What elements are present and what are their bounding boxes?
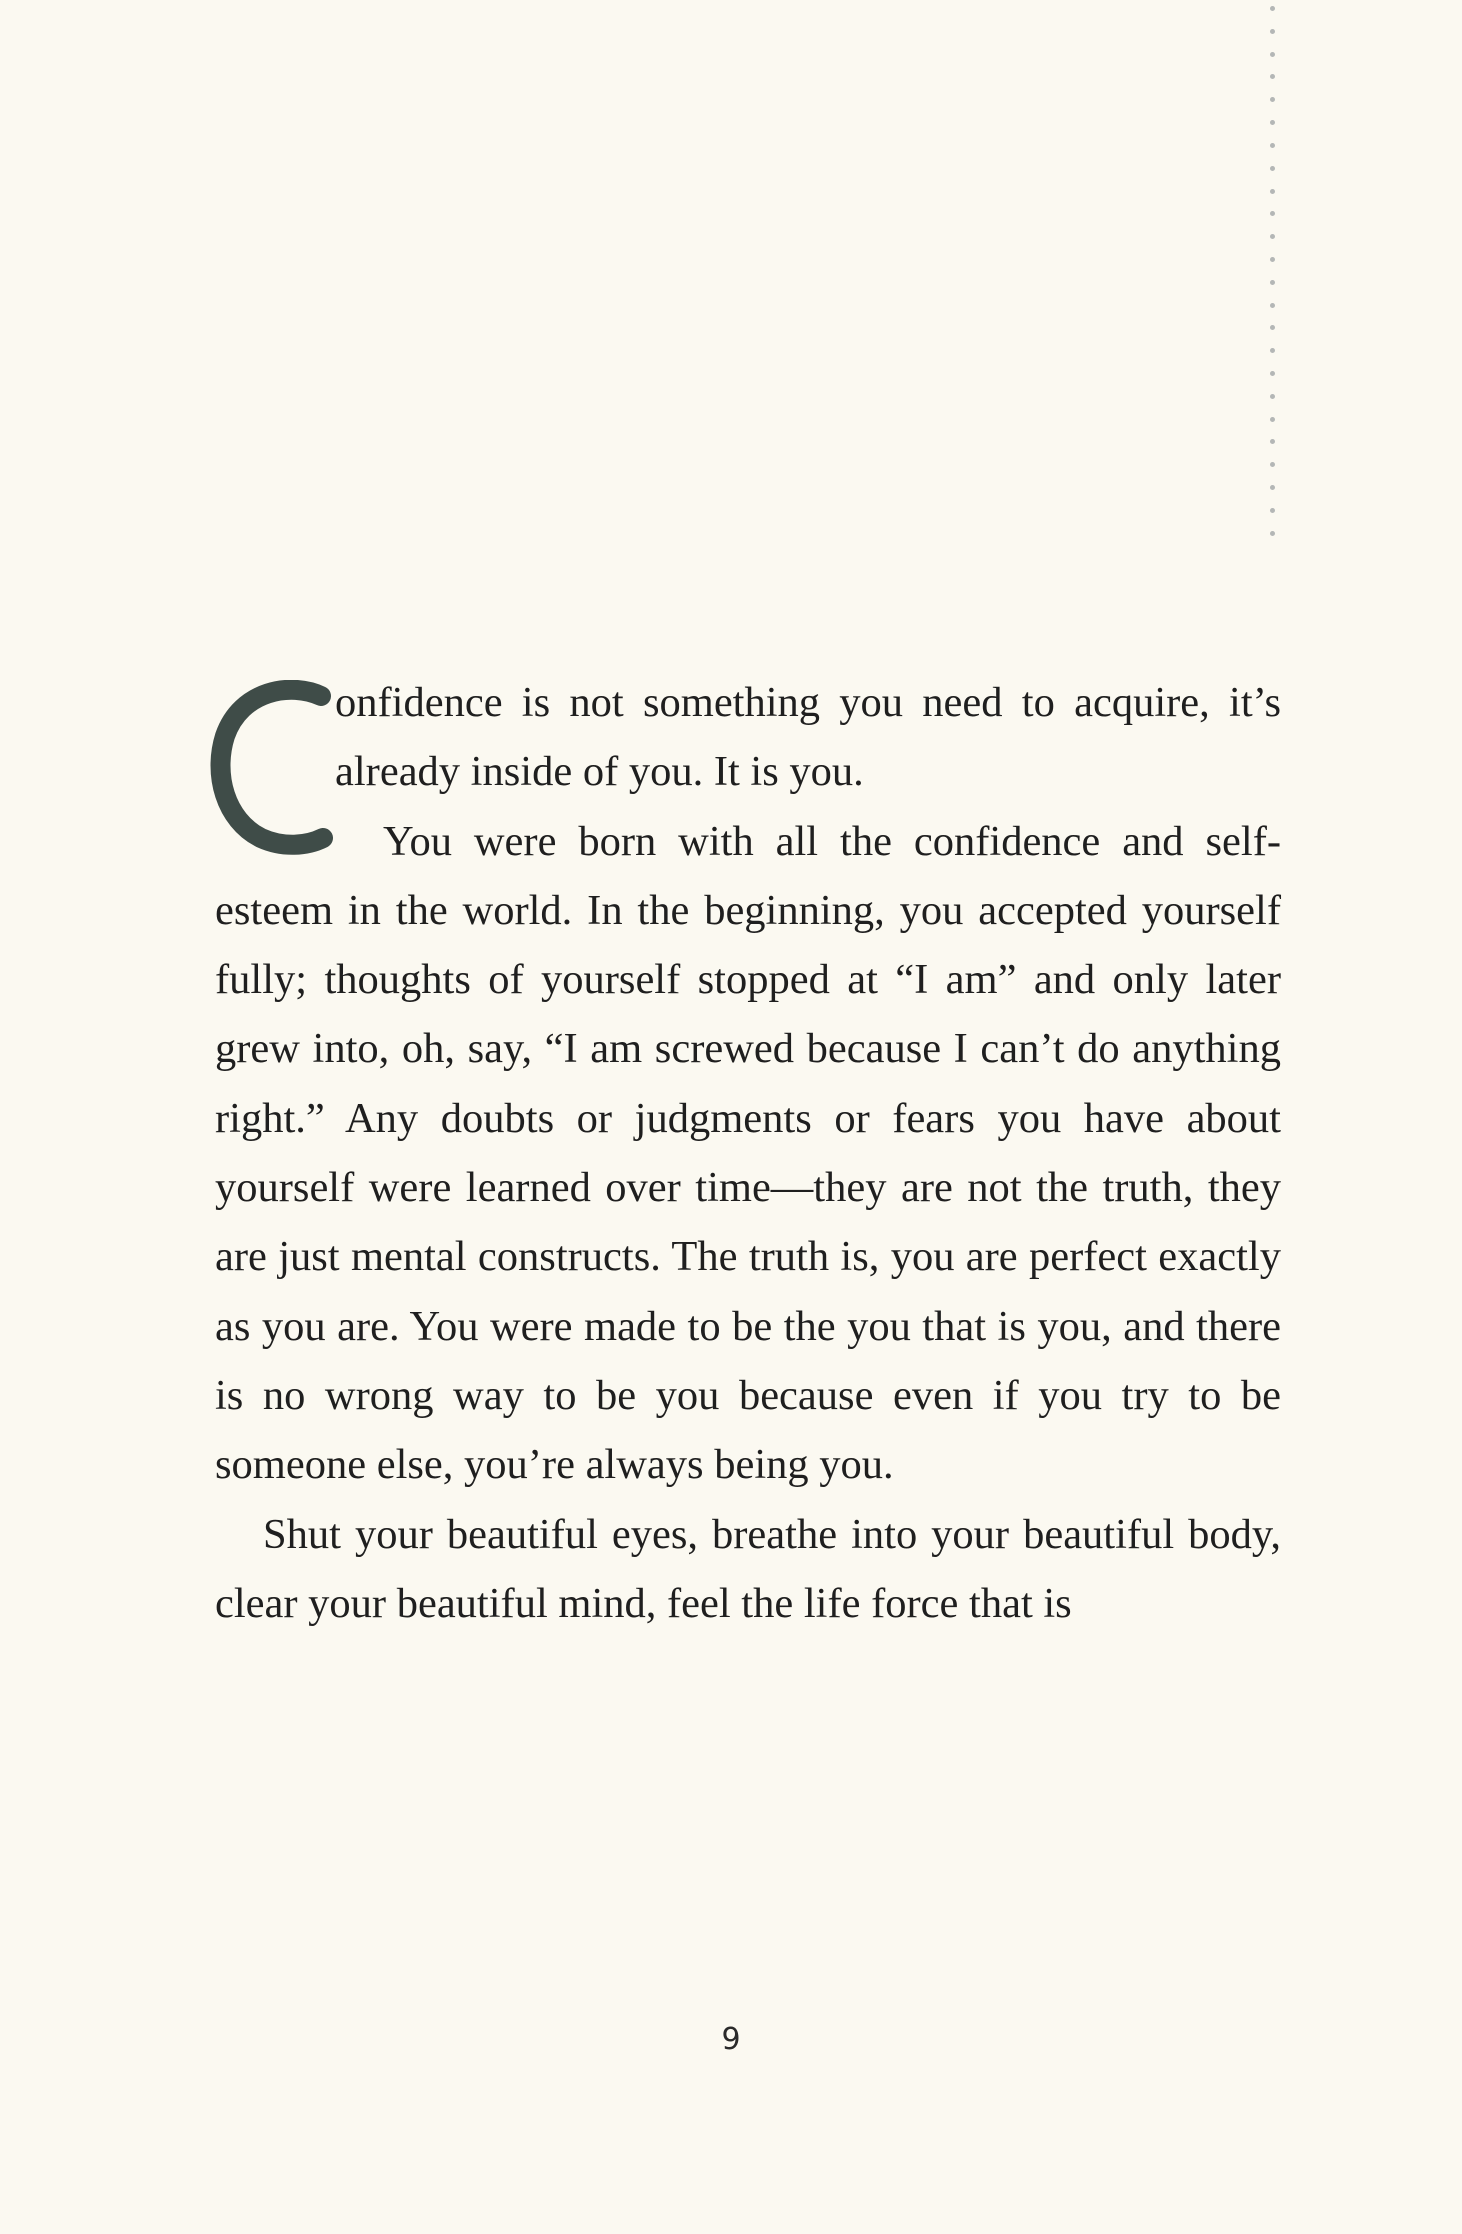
paragraph-3: Shut your beautiful eyes, breathe into your beautiful body, clear your beautiful mind, feel the life force that is xyxy=(215,1510,1281,1627)
drop-cap-c-glyph xyxy=(203,680,333,860)
page-number: 9 xyxy=(721,2022,741,2057)
decorative-dot-column xyxy=(1266,6,1278,536)
body-text xyxy=(215,668,1281,1638)
paragraph-2: You were born with all the confidence and self-esteem in the world. In the beginning, you accepted yourself fully; thoughts of yourself stopped at “I am” and only later grew into, oh, say, “I am screwed because I can’t do anything right.” Any doubts or judgments or fears you have about yourself were learned over time—they are not the truth, they are just mental constructs. The truth is, you are perfect exactly as you are. You were made to be the you that is you, and there is no wrong way to be you because even if you try to be someone else, you’re always being you. xyxy=(215,817,1281,1489)
paragraph-1: onfidence is not something you need to acquire, it’s already inside of you. It is you. xyxy=(335,679,1281,796)
drop-cap xyxy=(203,668,335,868)
